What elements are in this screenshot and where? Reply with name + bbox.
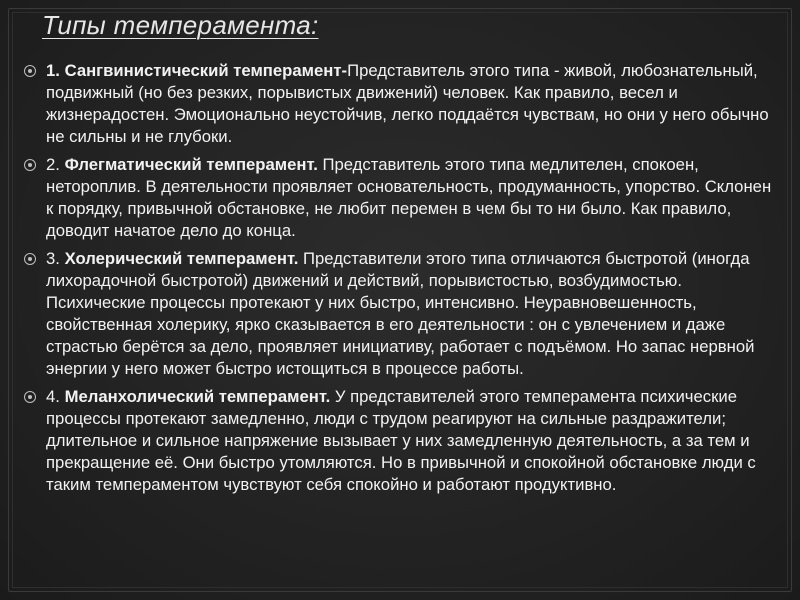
bullet-icon	[24, 65, 36, 77]
item-number: 1.	[46, 61, 60, 80]
list-item-phlegmatic	[18, 154, 780, 242]
list-item-melancholic	[18, 386, 780, 496]
item-text: У представителей этого темперамента психические процессы протекают замедленно, люди с трудом реагируют на сильные раздражители; длительное и сильное напряжение вызывает у них замедленную деятельность, а за тем и прекращение её. Они быстро утомляются. Но в привычной и спокойной обстановке люди с таким темпераментом чувствуют себя спокойно и работают продуктивно.	[46, 387, 756, 494]
bullet-list	[18, 60, 780, 502]
item-text: Представитель этого типа - живой, любознательный, подвижный (но без резких, порывистых движений) человек. Как правило, весел и жизнерадостен. Эмоционально неустойчив, легко поддаётся чувствам, но они у него обычно не сильны и не глубоки.	[46, 61, 769, 146]
item-number: 3.	[46, 249, 60, 268]
bullet-icon	[24, 391, 36, 403]
item-heading: Сангвинистический темперамент-	[64, 61, 348, 80]
item-text: Представители этого типа отличаются быстротой (иногда лихорадочной быстротой) движений и действий, порывистостью, возбудимостью. Психические процессы протекают у них быстро, интенсивно. Неуравновешенность, свойственная холерику, ярко сказывается в его деятельности : он с увлечением и даже страстью берётся за дело, проявляет инициативу, работает с подъёмом. Но запас нервной энергии у него может быстро истощиться в процессе работы.	[46, 249, 755, 378]
item-number: 4.	[46, 387, 60, 406]
list-item-sanguine	[18, 60, 780, 148]
item-heading: Меланхолический темперамент.	[64, 387, 331, 406]
slide-title: Типы темперамента:	[42, 10, 319, 40]
item-text: Представитель этого типа медлителен, спокоен, нетороплив. В деятельности проявляет основательность, продуманность, упорство. Склонен к порядку, привычной обстановке, не любит перемен в чем бы то ни было. Как правило, доводит начатое дело до конца.	[46, 155, 772, 240]
item-number: 2.	[46, 155, 60, 174]
list-item-choleric	[18, 248, 780, 380]
item-heading: Холерический темперамент.	[64, 249, 299, 268]
bullet-icon	[24, 253, 36, 265]
bullet-icon	[24, 159, 36, 171]
item-heading: Флегматический темперамент.	[64, 155, 318, 174]
